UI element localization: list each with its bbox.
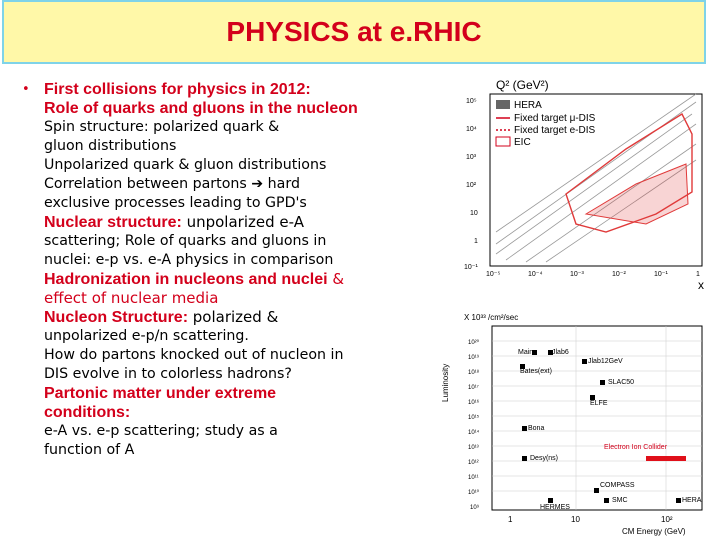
legend-e-dis: Fixed target e-DIS: [514, 125, 596, 136]
lumi-ytick: 10¹²: [468, 460, 479, 466]
q2-ytick: 10⁻¹: [464, 264, 478, 271]
lumi-unit-label: X 10³³ /cm²/sec: [464, 313, 519, 322]
hadronization-line: [44, 270, 444, 289]
nuclear-line-2: nuclei: e-p vs. e-A physics in comparison: [44, 252, 334, 268]
lumi-ytick: 10¹³: [468, 445, 479, 451]
eic-bar: [646, 456, 686, 461]
point-smc: [604, 498, 609, 503]
q2-legend: [496, 100, 596, 148]
luminosity-plot: [436, 306, 714, 538]
hard-text: hard: [263, 176, 300, 192]
correlation-text: Correlation between partons: [44, 176, 247, 192]
label-smc: SMC: [612, 497, 628, 504]
lumi-ytick: 10¹¹: [468, 475, 479, 481]
q2-ytick: 10²: [466, 182, 477, 189]
q2-xtick: 10⁻³: [570, 271, 584, 278]
label-slac: SLAC50: [608, 379, 635, 386]
q2-ytick: 10⁵: [466, 98, 477, 105]
label-mainz: Mainz: [518, 349, 537, 356]
lumi-ytick: 10¹⁰: [468, 490, 480, 496]
partonic-line-1: e-A vs. e-p scattering; study as a: [44, 423, 278, 439]
lumi-ytick: 10¹⁸: [468, 370, 480, 376]
lumi-x-axis-label: CM Energy (GeV): [622, 527, 686, 536]
spin-line-3: Unpolarized quark & gluon distributions: [44, 157, 327, 173]
q2-xtick: 10⁻⁵: [486, 271, 501, 278]
spin-line-2: gluon distributions: [44, 138, 177, 154]
q2-y-ticks: [464, 98, 478, 271]
point-bona: [522, 426, 527, 431]
legend-eic: EIC: [514, 137, 531, 148]
lumi-xtick: 1: [508, 515, 513, 524]
q2-ytick: 10⁴: [466, 126, 477, 133]
nuclear-structure-tail: unpolarized e-A: [181, 213, 304, 231]
label-bates: Bates(ext): [520, 368, 552, 375]
x-axis-label: x: [698, 278, 704, 292]
lumi-ytick: 10¹⁶: [468, 400, 480, 406]
q2-axis-label: Q² (GeV²): [496, 78, 549, 92]
label-eic: Electron Ion Collider: [604, 444, 668, 451]
nuclear-line-1: scattering; Role of quarks and gluons in: [44, 233, 327, 249]
lumi-axis-label: Luminosity: [441, 363, 450, 402]
q2-xtick: 10⁻²: [612, 271, 626, 278]
lumi-x-ticks: [508, 515, 673, 524]
nuclear-structure-heading: Nuclear structure:: [44, 214, 182, 231]
q2-x-plot: [456, 74, 714, 300]
q2-xtick: 10⁻¹: [654, 271, 668, 278]
lumi-ytick: 10⁹: [470, 505, 480, 511]
hadronization-amp: &: [327, 270, 345, 288]
eic-swatch: [496, 137, 510, 146]
q2-ytick: 1: [474, 238, 478, 245]
text-column: [22, 80, 444, 460]
lumi-ytick: 10¹⁴: [468, 430, 480, 436]
label-desy: Desy(ns): [530, 455, 559, 462]
label-compass: COMPASS: [600, 482, 635, 489]
nucleon-line-3: DIS evolve in to colorless hadrons?: [44, 366, 292, 382]
lumi-y-ticks: [468, 339, 480, 511]
bullet-dot: •: [22, 82, 30, 97]
lumi-ytick: 10²⁰: [468, 340, 480, 346]
spin-line-1: Spin structure: polarized quark &: [44, 119, 280, 135]
partonic-heading-2: conditions:: [44, 404, 131, 421]
nucleon-line-1: unpolarized e-p/n scattering.: [44, 328, 249, 344]
lumi-ytick: 10¹⁵: [468, 415, 480, 421]
q2-ytick: 10: [470, 210, 478, 217]
q2-x-ticks: [486, 271, 700, 278]
point-jlab12: [582, 359, 587, 364]
lumi-ytick: 10¹⁹: [468, 355, 480, 361]
lumi-ytick: 10¹⁷: [468, 385, 479, 391]
fixed-target-region: [586, 164, 688, 224]
legend-hera: HERA: [514, 100, 542, 111]
point-hermes: [548, 498, 553, 503]
nucleon-structure-heading: Nucleon Structure:: [44, 309, 189, 326]
point-desy: [522, 456, 527, 461]
label-hera: HERA: [682, 497, 702, 504]
lumi-xtick: 10²: [661, 515, 673, 524]
point-hera: [676, 498, 681, 503]
heading-role-quarks: Role of quarks and gluons in the nucleon: [44, 100, 358, 117]
spin-line-4: [44, 175, 444, 194]
point-slac: [600, 380, 605, 385]
heading-first-collisions: First collisions for physics in 2012:: [44, 81, 311, 98]
partonic-heading-1: Partonic matter under extreme: [44, 385, 277, 402]
point-compass: [594, 488, 599, 493]
nucleon-structure-tail: polarized &: [188, 308, 279, 326]
q2-xtick: 10⁻⁴: [528, 271, 543, 278]
slide-title: PHYSICS at e.RHIC: [226, 16, 482, 47]
q2-xtick: 1: [696, 271, 700, 278]
nuclear-media-text: effect of nuclear media: [44, 289, 219, 307]
nuclear-structure-line: [44, 213, 444, 232]
label-elfe: ELFE: [590, 400, 608, 407]
q2-ytick: 10³: [466, 154, 477, 161]
legend-mu-dis: Fixed target μ-DIS: [514, 113, 596, 124]
label-jlab6: Jlab6: [552, 349, 569, 356]
title-bar: [2, 0, 706, 64]
lumi-points: [518, 349, 702, 511]
arrow-icon: ➔: [251, 176, 264, 192]
lumi-xtick: 10: [571, 515, 580, 524]
label-bona: Bona: [528, 425, 545, 432]
nucleon-line-2: How do partons knocked out of nucleon in: [44, 347, 344, 363]
hera-swatch: [496, 100, 510, 109]
hadronization-line-2: [44, 289, 444, 308]
hadronization-heading: Hadronization in nucleons and nuclei: [44, 271, 328, 288]
label-hermes: HERMES: [540, 504, 570, 511]
partonic-line-2: function of A: [44, 442, 135, 458]
label-jlab12: Jlab12GeV: [588, 358, 623, 365]
nucleon-structure-line: [44, 308, 444, 327]
spin-line-5: exclusive processes leading to GPD's: [44, 195, 307, 211]
